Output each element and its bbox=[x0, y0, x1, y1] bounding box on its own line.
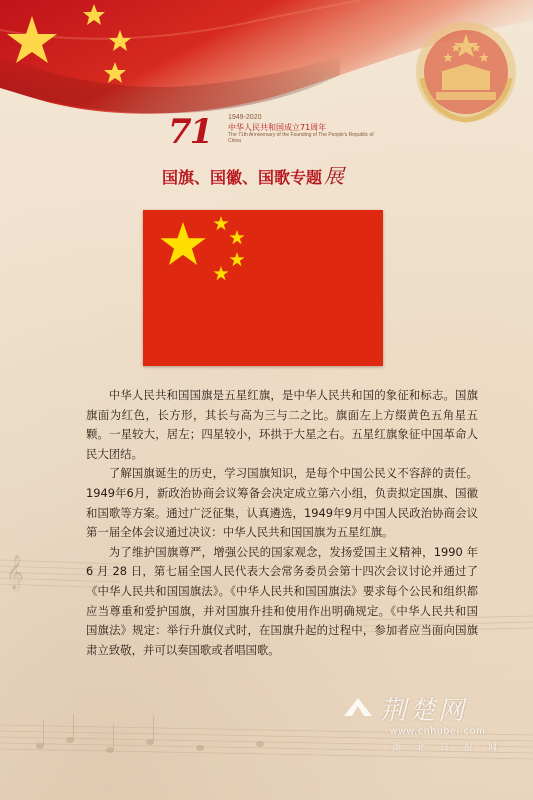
watermark-url: www.cnhubei.com bbox=[390, 726, 486, 737]
watermark-logo-icon bbox=[340, 692, 376, 722]
paragraph-flag-law: 为了维护国旗尊严，增强公民的国家观念，发扬爱国主义精神，1990 年 6 月 28 日，第七届全国人民代表大会常务委员会第十四次会议讨论并通过了《中华人民共和国国旗法》。《中华人民共和国国旗法》要求每个公民和组织都应当尊重和爱护国旗，并对国旗升挂和使用作出明确规定。《中华人民共和国国旗法》规定：举行升旗仪式时，在国旗升起的过程中，参加者应当面向国旗肃立致敬，并可以奏国歌或者唱国歌。 bbox=[86, 544, 478, 657]
svg-text:𝄞: 𝄞 bbox=[6, 555, 24, 590]
paragraph-flag-history: 了解国旗诞生的历史，学习国旗知识，是每个中国公民义不容辞的责任。1949年6月，新政治协商会议筹备会决定成立第六小组，负责拟定国旗、国徽和国歌等方案。通过广泛征集，认真遴选，1949年9月中国人民政治协商会议第一届全体会议通过决议：中华人民共和国国旗为五星红旗。 bbox=[86, 466, 478, 540]
anniversary-title-en: The 71th Anniversary of the Founding of The People's Republic of China bbox=[228, 132, 374, 144]
exhibit-title-script: 展 bbox=[324, 164, 345, 188]
anniversary-title-cn: 中华人民共和国成立71周年 bbox=[228, 123, 327, 132]
site-watermark bbox=[340, 690, 520, 760]
national-emblem-icon bbox=[412, 18, 520, 126]
national-flag-image bbox=[143, 210, 383, 366]
anniversary-logo bbox=[168, 110, 374, 152]
exhibit-title-main: 国旗、国徽、国歌专题 bbox=[162, 168, 323, 187]
exhibit-title bbox=[162, 160, 344, 189]
paragraph-flag-design: 中华人民共和国国旗是五星红旗，是中华人民共和国的象征和标志。国旗旗面为红色，长方形，其长与高为三与二之比。旗面左上方缀黄色五角星五颗。一星较大，居左；四星较小，环拱于大星之右。五星红旗象征中国革命人民大团结。 bbox=[86, 388, 478, 461]
watermark-subtitle: 湖北日报网 bbox=[392, 743, 513, 753]
anniversary-number: 71 bbox=[168, 112, 212, 152]
watermark-name: 荆楚网 bbox=[380, 696, 468, 726]
flag-description-text bbox=[86, 386, 478, 660]
anniversary-years: 1949-2020 bbox=[228, 114, 262, 121]
